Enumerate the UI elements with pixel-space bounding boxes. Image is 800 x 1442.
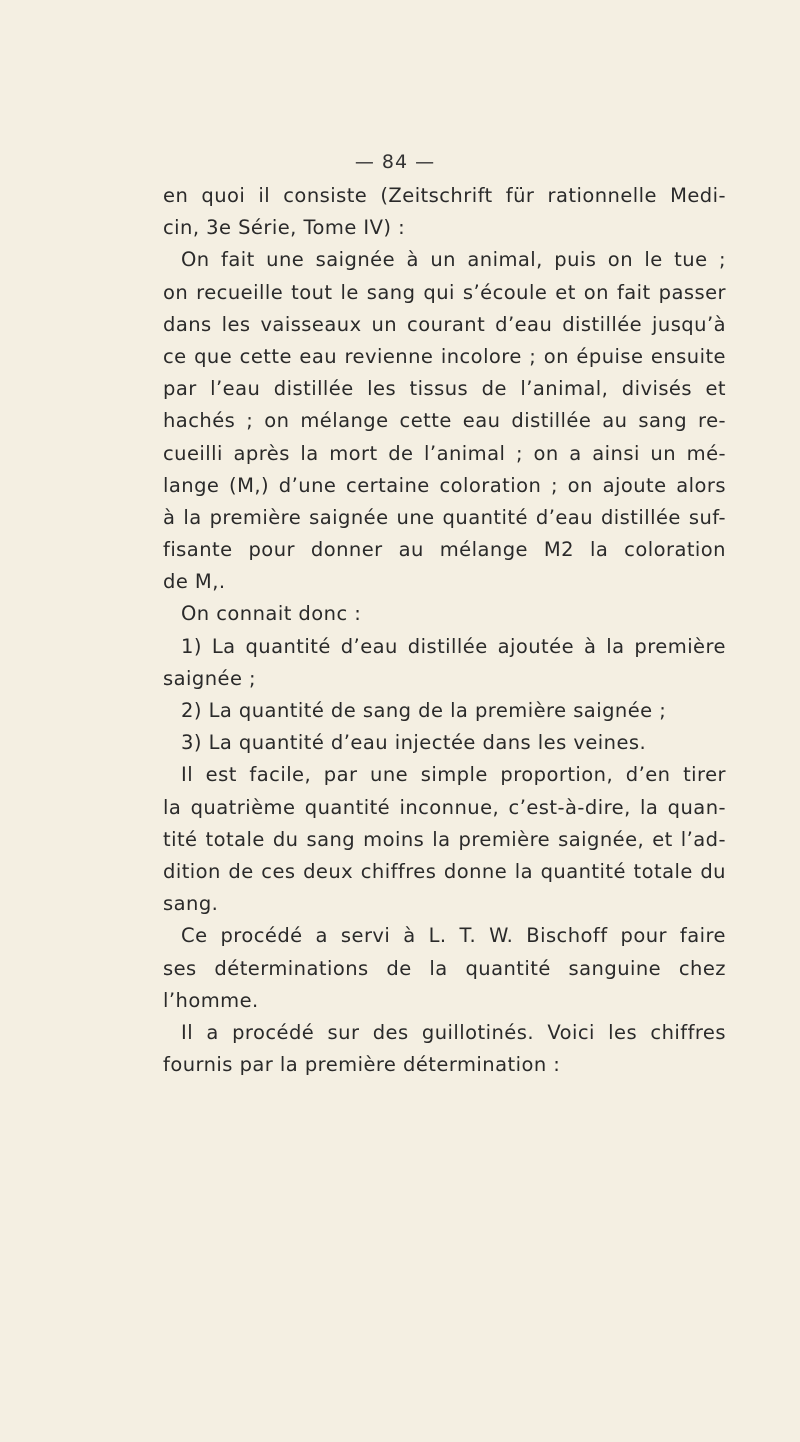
text-line: Il a procédé sur des guillotinés. Voici les chiffres: [181, 1020, 726, 1044]
text-line: par l’eau distillée les tissus de l’animal, divisés et: [163, 377, 726, 401]
text-line: à la première saignée une quantité d’eau distillée suf-: [163, 505, 726, 529]
page-number: — 84 —: [354, 151, 436, 173]
body-text: [163, 180, 726, 1081]
text-line: de M,.: [163, 570, 226, 594]
text-line: en quoi il consiste (Zeitschrift für rationnelle Medi-: [163, 184, 726, 207]
text-line: hachés ; on mélange cette eau distillée au sang re-: [163, 409, 726, 433]
text-line: fournis par la première détermination :: [163, 1053, 561, 1077]
text-line: On fait une saignée à un animal, puis on le tue ;: [181, 248, 726, 272]
text-line: dans les vaisseaux un courant d’eau distillée jusqu’à: [163, 312, 726, 336]
text-line: fisante pour donner au mélange M2 la coloration: [163, 538, 726, 562]
text-line: on recueille tout le sang qui s’écoule et on fait passer: [163, 280, 726, 304]
text-line: 3) La quantité d’eau injectée dans les veines.: [181, 731, 647, 755]
text-line: lange (M,) d’une certaine coloration ; on ajoute alors: [163, 473, 726, 497]
text-line: Il est facile, par une simple proportion, d’en tirer: [181, 763, 726, 787]
text-line: la quatrième quantité inconnue, c’est-à-dire, la quan-: [163, 795, 726, 819]
text-line: dition de ces deux chiffres donne la quantité totale du: [163, 859, 726, 883]
text-line: ce que cette eau revienne incolore ; on épuise ensuite: [163, 344, 726, 368]
text-line: On connait donc :: [181, 602, 362, 626]
text-line: 1) La quantité d’eau distillée ajoutée à la première: [181, 634, 726, 658]
text-line: l’homme.: [163, 988, 259, 1012]
text-line: cueilli après la mort de l’animal ; on a ainsi un mé-: [163, 441, 726, 465]
text-line: ses déterminations de la quantité sanguine chez: [163, 956, 726, 980]
text-line: tité totale du sang moins la première saignée, et l’ad-: [163, 827, 726, 851]
text-line: 2) La quantité de sang de la première saignée ;: [181, 699, 667, 722]
text-line: sang.: [163, 892, 219, 916]
text-line: Ce procédé a servi à L. T. W. Bischoff pour faire: [181, 924, 726, 948]
text-line: saignée ;: [163, 666, 257, 690]
text-line: cin, 3e Série, Tome IV) :: [163, 216, 406, 240]
